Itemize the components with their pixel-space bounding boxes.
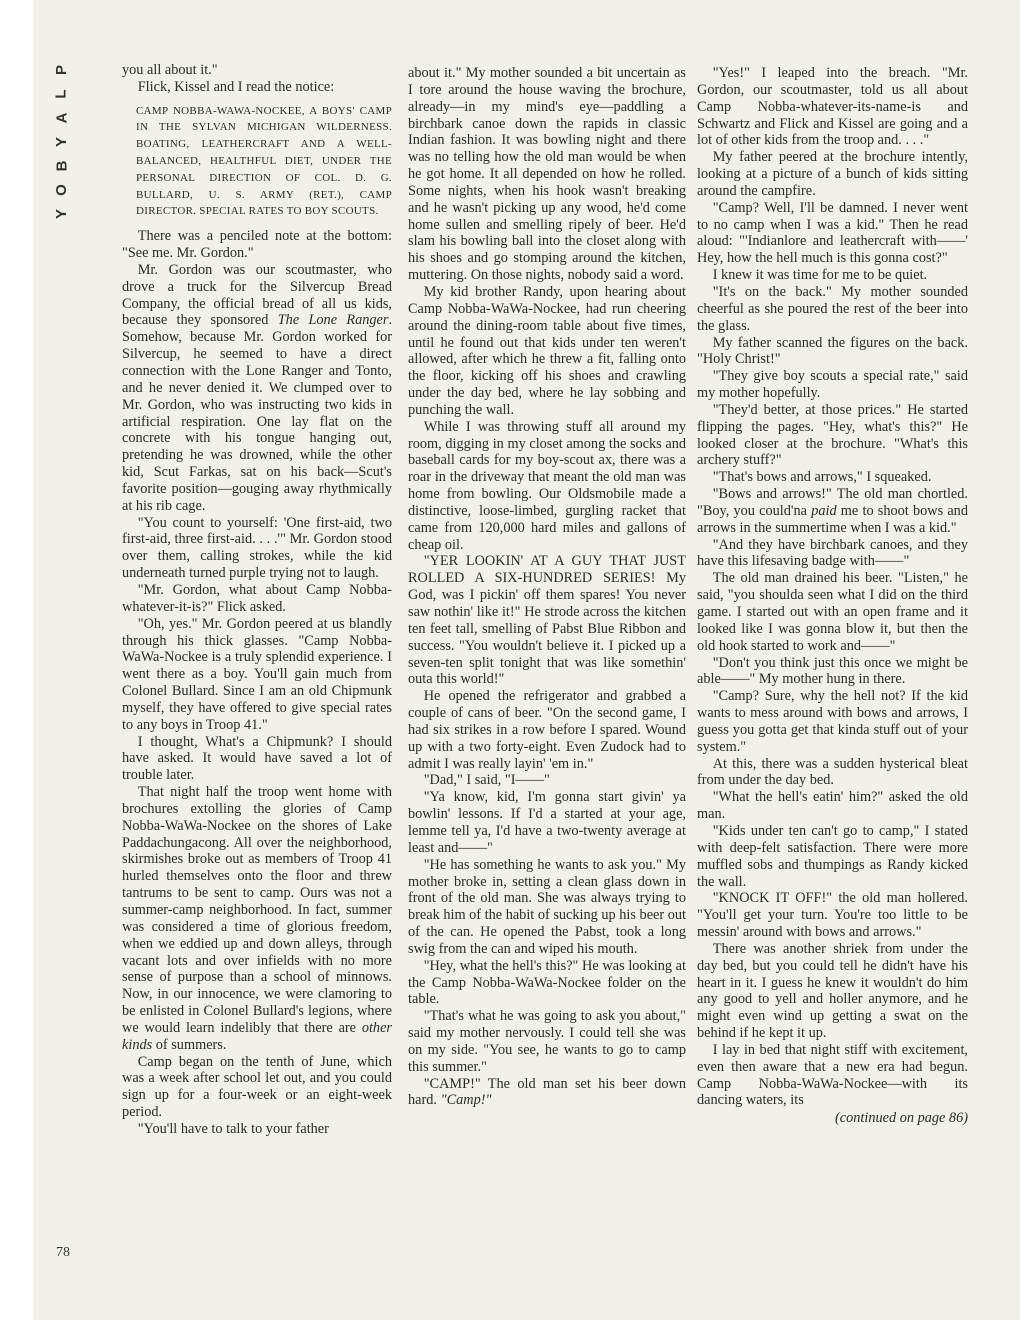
paragraph: "It's on the back." My mother sounded cheerful as she poured the rest of the beer into the glass.: [697, 283, 968, 334]
paragraph: about it." My mother sounded a bit uncertain as I tore around the house waving the brochure, already—in my mind's eye—paddling a birchbark canoe down the rapids in classic Indian fashion. It was bowling night and there was no telling how the old man would be when he got home. It all depended on how he rolled. Some nights, when his hook wasn't breaking and he wasn't picking up any wood, he'd come home sullen and smelling ripely of beer. He'd slam his bowling ball into the closet along with his shoes and go stomping around the kitchen, muttering. On those nights, nobody said a word.: [408, 65, 686, 284]
paragraph: Mr. Gordon was our scoutmaster, who drove a truck for the Silvercup Bread Company, the official bread of all us kids, because they sponsored The Lone Ranger. Somehow, because Mr. Gordon worked for Silvercup, he seemed to have a direct connection with the Lone Ranger and Tonto, and he never denied it. We clumped over to Mr. Gordon, who was instructing two kids in artificial respiration. One lay flat on the concrete with his tongue hanging out, pretending he was drowned, while the other kid, Scut Farkas, sat on his back—Scut's favorite position—gouging away rhythmically at his rib cage.: [122, 261, 393, 514]
paragraph: Flick, Kissel and I read the notice:: [137, 78, 335, 95]
paragraph: "Camp? Well, I'll be damned. I never went to no camp when I was a kid." Then he read aloud: "'Indianlore and leathercraft with——' Hey, how the hell much is this gonna cost?": [697, 199, 968, 267]
paragraph: "They'd better, at those prices." He started flipping the pages. "Hey, what's this?" He looked closer at the brochure. "What's this archery stuff?": [697, 401, 968, 469]
paragraph: you all about it.": [122, 62, 218, 78]
paragraph: At this, there was a sudden hysterical bleat from under the day bed.: [697, 755, 968, 789]
camp-notice: CAMP NOBBA-WAWA-NOCKEE, A BOYS' CAMP IN THE SYLVAN MICHIGAN WILDERNESS. BOATING, LEATHERCRAFT AND A WELL-BALANCED, HEALTHFUL DIET, UNDER THE PERSONAL DIRECTION OF COL. D. G. BULLARD, U. S. ARMY (RET.), CAMP DIRECTOR. SPECIAL RATES TO BOY SCOUTS.: [136, 104, 392, 218]
paragraph: "And they have birchbark canoes, and they have this lifesaving badge with——": [697, 536, 968, 570]
masthead-letter: Y: [52, 208, 70, 220]
paragraph: There was a penciled note at the bottom: "See me. Mr. Gordon.": [122, 228, 392, 262]
paragraph: There was another shriek from under the day bed, but you could tell he didn't have his heart in it. I guess he knew it wouldn't do him any good to yell and holler anymore, and he might even wind up getting a swat on the behind if he kept it up.: [697, 940, 968, 1042]
column-1-body: [122, 228, 392, 1138]
paragraph: "You count to yourself: 'One first-aid, two first-aid, three first-aid. . . .'" Mr. Gordon stood over them, calling strokes, while the kid underneath turned purple trying not to laugh.: [122, 514, 392, 582]
paragraph: I thought, What's a Chipmunk? I should have asked. It would have saved a lot of trouble later.: [122, 733, 392, 784]
paragraph: "Hey, what the hell's this?" He was looking at the Camp Nobba-WaWa-Nockee folder on the table.: [408, 957, 686, 1008]
paragraph: "Bows and arrows!" The old man chortled. "Boy, you could'na paid me to shoot bows and arrows in the summertime when I was a kid.": [697, 486, 968, 536]
paragraph: "You'll have to talk to your father: [137, 1120, 329, 1137]
masthead-letter: Y: [52, 136, 70, 148]
paragraph: "Kids under ten can't go to camp," I stated with deep-felt satisfaction. There were more muffled sobs and thumpings as Randy kicked the wall.: [697, 822, 968, 890]
masthead-letter: O: [52, 184, 70, 196]
paragraph: "Ya know, kid, I'm gonna start givin' ya bowlin' lessons. If I'd a started at your age, lemme tell ya, I'd have a two-twenty average at least and——": [408, 789, 686, 856]
paragraph: "Yes!" I leaped into the breach. "Mr. Gordon, our scoutmaster, told us all about Camp Nobba-whatever-its-name-is and Schwartz and Flick and Kissel are going and a lot of other kids from the troop and. . . .": [697, 65, 968, 149]
paragraph: Camp began on the tenth of June, which was a week after school let out, and you could sign up for a four-week or an eight-week period.: [122, 1053, 392, 1121]
paragraph: "That's bows and arrows," I squeaked.: [712, 469, 932, 486]
page-number: 78: [56, 1245, 70, 1260]
masthead-letter: P: [52, 64, 70, 76]
paragraph: "That's what he was going to ask you about," said my mother nervously. I could tell she was on my side. "You see, he wants to go to camp this summer.": [408, 1008, 686, 1075]
paragraph: "Oh, yes." Mr. Gordon peered at us blandly through his thick glasses. "Camp Nobba-WaWa-Nockee is a truly splendid experience. I went there as a boy. You'll gain much from Colonel Bullard. Since I am an old Chipmunk myself, they have offered to give special rates to any boys in Troop 41.": [122, 615, 392, 733]
paragraph: "KNOCK IT OFF!" the old man hollered. "You'll get your turn. You're too little to be messin' around with bows and arrows.": [697, 890, 968, 941]
paragraph: He opened the refrigerator and grabbed a couple of cans of beer. "On the second game, I had six strikes in a row before I spared. Wound up with a two forty-eight. Even Zudock had to admit I was really layin' 'em in.": [408, 688, 686, 772]
paragraph: "Don't you think just this once we might be able——" My mother hung in there.: [697, 654, 968, 688]
paragraph: That night half the troop went home with brochures extolling the glories of Camp Nobba-WaWa-Nockee on the shores of Lake Paddachungacong. All over the neighborhood, skirmishes broke out as members of Troop 41 hurled themselves onto the floor and threw tantrums to be sent to camp. Ours was not a summer-camp neighborhood. In fact, summer was considered a time of glorious freedom, when we eddied up and down alleys, through vacant lots and over infields with no more sense of purpose than a school of minnows. Now, in our innocence, we were clamoring to be enlisted in Colonel Bullard's legions, where we would learn indelibly that there are other kinds of summers.: [122, 784, 392, 1053]
paragraph: The old man drained his beer. "Listen," he said, "you shoulda seen what I did on the third game. I started out with an open frame and it looked like I was gonna blow it, but then the old hook started to work and——": [697, 570, 968, 654]
paragraph: I knew it was time for me to be quiet.: [712, 267, 928, 284]
paragraph: "Dad," I said, "I——": [423, 772, 550, 789]
paragraph: My father peered at the brochure intently, looking at a picture of a bunch of kids sitting around the campfire.: [697, 149, 968, 199]
magazine-masthead: [52, 58, 72, 226]
paragraph: "Camp? Sure, why the hell not? If the kid wants to mess around with bows and arrows, I guess you gotta get that kinda stuff out of your system.": [697, 688, 968, 755]
paragraph: While I was throwing stuff all around my room, digging in my closet among the socks and baseball cards for my boy-scout ax, there was a roar in the driveway that meant the old man was home from bowling. Our Oldsmobile made a distinctive, loose-limbed, gurgling racket that came from 120,000 hard miles and gallons of cheap oil.: [408, 418, 686, 553]
paragraph: "What the hell's eatin' him?" asked the old man.: [697, 789, 968, 823]
paragraph: "CAMP!" The old man set his beer down hard. "Camp!": [408, 1075, 686, 1109]
column-3: [697, 65, 968, 1127]
paragraph: "Mr. Gordon, what about Camp Nobba-whatever-it-is?" Flick asked.: [122, 581, 392, 615]
continued-note: (continued on page 86): [834, 1110, 968, 1127]
paragraph: My kid brother Randy, upon hearing about Camp Nobba-WaWa-Nockee, had run cheering around the dining-room table about five times, until he found out that kids under ten weren't allowed, after which he threw a fit, falling onto the floor, kicking off his shoes and crawling under the day bed, where he lay sobbing and punching the wall.: [408, 283, 686, 418]
masthead-letter: L: [52, 89, 70, 99]
paragraph: "They give boy scouts a special rate," said my mother hopefully.: [697, 368, 968, 402]
paragraph: "He has something he wants to ask you." My mother broke in, setting a clean glass down in front of the old man. She was always trying to break him of the habit of sucking up his beer out of the can. He opened the Pabst, took a long swig from the can and wiped his mouth.: [408, 856, 686, 957]
column-3-body: [697, 65, 968, 1109]
masthead-letter: A: [53, 112, 70, 124]
column-1: [122, 62, 392, 1138]
column-1-intro: [122, 62, 392, 96]
masthead-letter: B: [53, 160, 70, 172]
paragraph: I lay in bed that night stiff with excitement, even then aware that a new era had begun. Camp Nobba-WaWa-Nockee—with its dancing waters, its: [697, 1041, 968, 1109]
column-2: [408, 65, 686, 1109]
paragraph: "YER LOOKIN' AT A GUY THAT JUST ROLLED A SIX-HUNDRED SERIES! My God, was I pickin' off them spares! You never saw nothin' like it!" He strode across the kitchen ten feet tall, smelling of Pabst Blue Ribbon and success. "You wouldn't believe it. I picked up a seven-ten split tonight that was like somethin' outa this world!": [408, 553, 686, 688]
paragraph: My father scanned the figures on the back. "Holy Christ!": [697, 334, 968, 368]
